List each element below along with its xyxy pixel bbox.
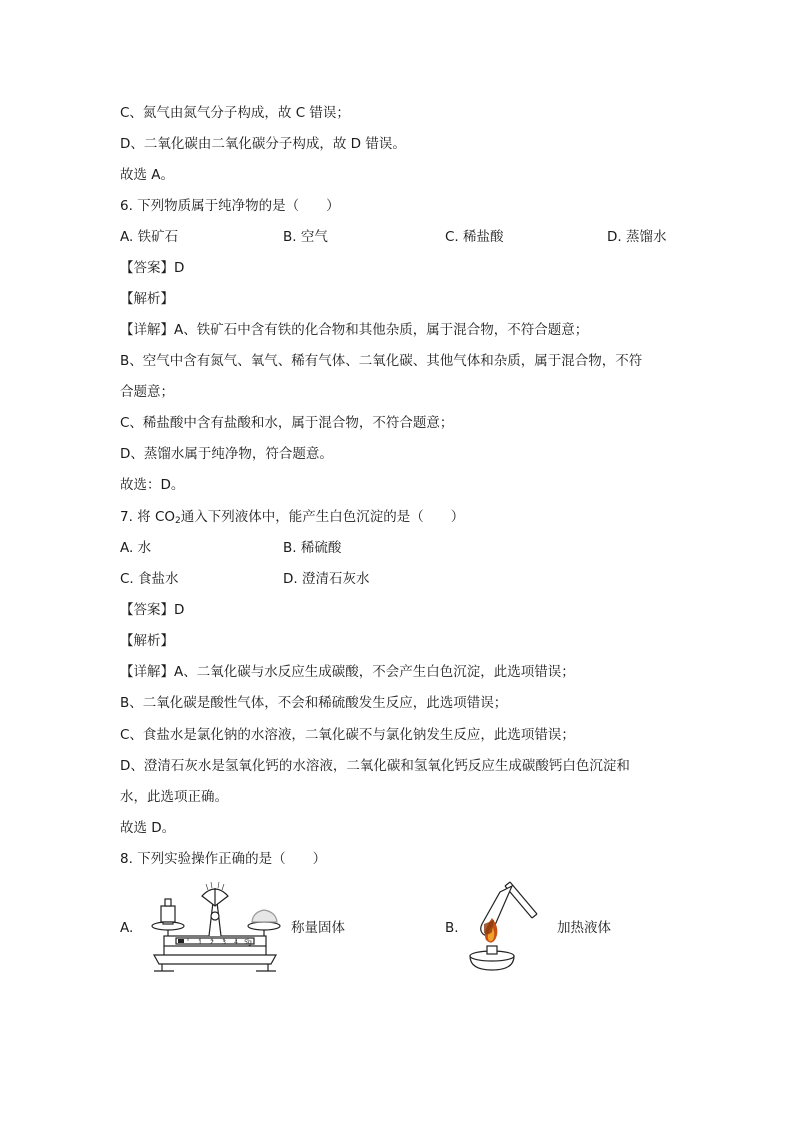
scale-tick-label: 5g	[244, 939, 252, 946]
question-7	[120, 508, 464, 530]
q6-option-b: B. 空气	[283, 229, 328, 245]
text-line: 故选 A。	[120, 167, 175, 183]
q7-detail-5: 水，此选项正确。	[120, 789, 228, 805]
scale-tick-label: 1	[198, 939, 202, 946]
q7-analysis-heading: 【解析】	[120, 633, 174, 649]
q8-figure-b-letter: B.	[445, 920, 459, 936]
q7-detail-2: B、二氧化碳是酸性气体，不会和稀硫酸发生反应，此选项错误；	[120, 695, 508, 711]
balance-scale-figure	[140, 880, 290, 974]
q6-detail-5: D、蒸馏水属于纯净物，符合题意。	[120, 446, 333, 462]
q7-option-b: B. 稀硫酸	[283, 540, 342, 556]
q6-analysis-heading: 【解析】	[120, 291, 174, 307]
scale-tick-label: 2	[210, 939, 214, 946]
question-6: 6. 下列物质属于纯净物的是（ ）	[120, 198, 340, 214]
heating-liquid-figure	[462, 878, 542, 976]
q6-detail-3: 合题意；	[120, 384, 174, 400]
text-line: D、二氧化碳由二氧化碳分子构成，故 D 错误。	[120, 136, 406, 152]
q8-figure-b-label: 加热液体	[557, 920, 611, 936]
q8-figure-a-label: 称量固体	[291, 920, 345, 936]
q7-choice: 故选 D。	[120, 820, 176, 836]
q7-detail-4: D、澄清石灰水是氢氧化钙的水溶液，二氧化碳和氢氧化钙反应生成碳酸钙白色沉淀和	[120, 758, 630, 774]
q7-detail-1	[120, 663, 575, 681]
q6-detail-2: B、空气中含有氮气、氧气、稀有气体、二氧化碳、其他气体和杂质，属于混合物，不符	[120, 353, 643, 369]
q8-figure-a-letter: A.	[120, 920, 134, 936]
detail-tag: 【详解】	[120, 322, 174, 338]
detail-text: A、铁矿石中含有铁的化合物和其他杂质，属于混合物，不符合题意；	[174, 322, 589, 338]
q7-text-post: 通入下列液体中，能产生白色沉淀的是（ ）	[180, 509, 465, 525]
q6-answer: 【答案】D	[120, 260, 185, 276]
q7-text-pre: 7. 将 CO	[120, 509, 176, 525]
q6-option-a: A. 铁矿石	[120, 229, 179, 245]
q6-detail-1	[120, 321, 588, 339]
scale-tick-label: 4	[234, 939, 238, 946]
detail-tag: 【详解】	[120, 664, 174, 680]
text-line: C、氮气由氮气分子构成，故 C 错误；	[120, 105, 350, 121]
q7-option-c: C. 食盐水	[120, 571, 179, 587]
scale-tick-label: 3	[222, 939, 226, 946]
q7-detail-3: C、食盐水是氯化钠的水溶液，二氧化碳不与氯化钠发生反应，此选项错误；	[120, 727, 575, 743]
q7-subscript: 2	[175, 516, 181, 526]
q7-option-a: A. 水	[120, 540, 152, 556]
q6-detail-4: C、稀盐酸中含有盐酸和水，属于混合物，不符合题意；	[120, 415, 454, 431]
question-8: 8. 下列实验操作正确的是（ ）	[120, 851, 327, 867]
q7-option-d: D. 澄清石灰水	[283, 571, 370, 587]
q6-option-d: D. 蒸馏水	[607, 229, 667, 245]
q7-answer: 【答案】D	[120, 602, 185, 618]
q6-choice: 故选：D。	[120, 477, 185, 493]
detail-text: A、二氧化碳与水反应生成碳酸，不会产生白色沉淀，此选项错误；	[174, 664, 575, 680]
q6-option-c: C. 稀盐酸	[445, 229, 504, 245]
